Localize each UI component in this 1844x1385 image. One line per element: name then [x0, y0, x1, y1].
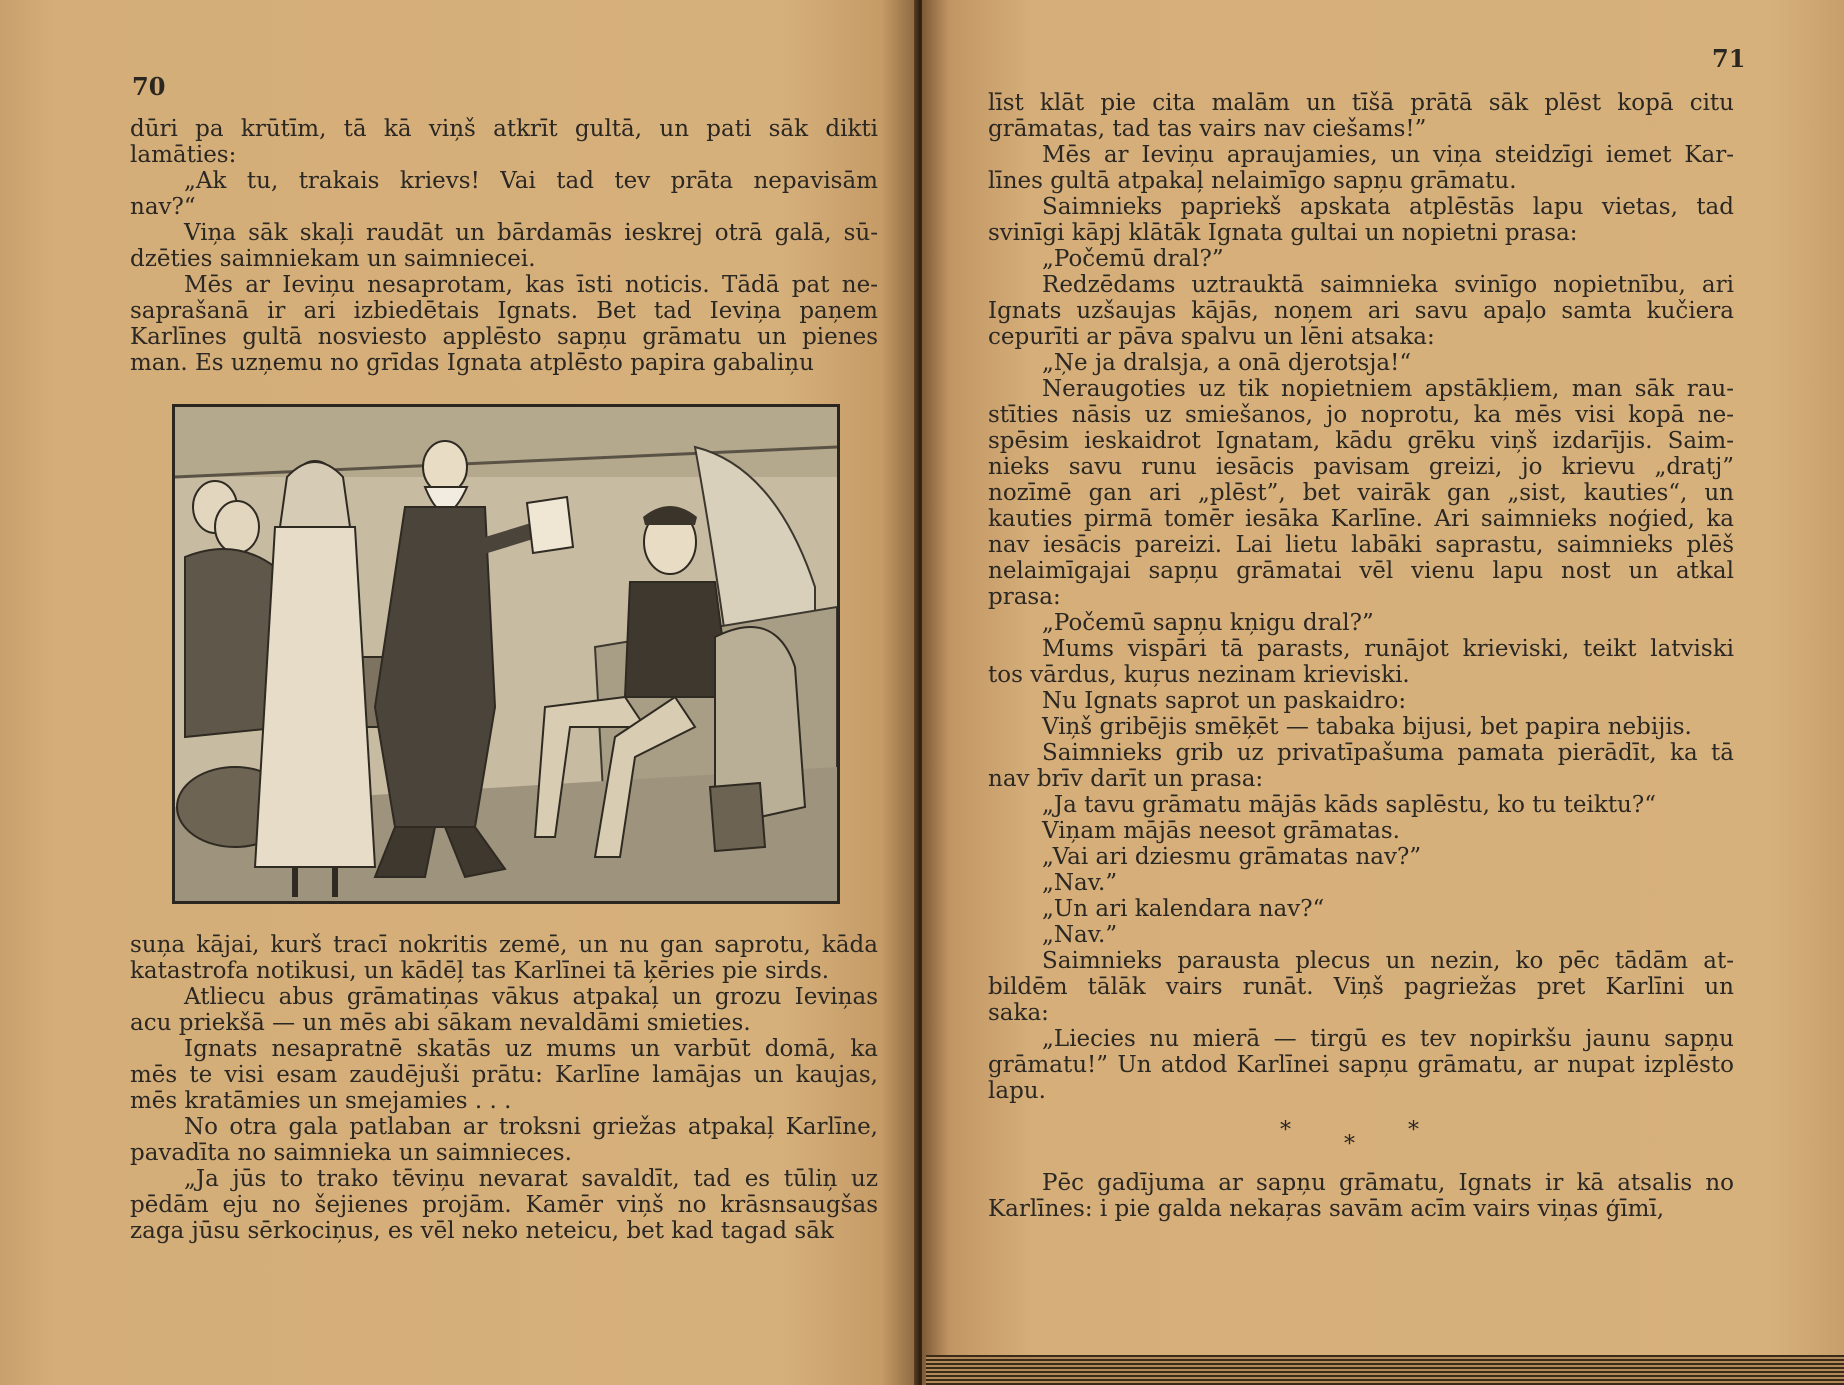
text-line: prasa: — [988, 584, 1061, 610]
left-page — [0, 0, 918, 1385]
text-line: „Liecies nu mierā — tirgū es tev nopirkšu jaunu sapņu — [1042, 1026, 1734, 1052]
text-line: līnes gultā atpakaļ nelaimīgo sapņu grāmatu. — [988, 168, 1517, 194]
illustration — [172, 404, 840, 904]
text-line: Saimnieks grib uz privatīpašuma pamata pierādīt, ka tā — [1042, 740, 1734, 766]
text-line: nav iesācis pareizi. Lai lietu labāki saprastu, saimnieks plēš — [988, 532, 1734, 558]
text-line: zaga jūsu sērkociņus, es vēl neko neteicu, bet kad tagad sāk — [130, 1218, 834, 1244]
text-line: katastrofa notikusi, un kādēļ tas Karlīnei tā ķēries pie sirds. — [130, 958, 830, 984]
text-line: grāmatas, tad tas vairs nav ciešams!” — [988, 116, 1427, 142]
text-line: Viņam mājās neesot grāmatas. — [1042, 818, 1400, 844]
text-line: dzēties saimniekam un saimniecei. — [130, 246, 536, 272]
text-line: „Počemū sapņu kņigu dral?” — [1042, 610, 1374, 636]
text-line: cepurīti ar pāva spalvu un lēni atsaka: — [988, 324, 1435, 350]
text-line: Neraugoties uz tik nopietniem apstākļiem, man sāk rau- — [1042, 376, 1734, 402]
text-line: „Ja tavu grāmatu mājās kāds saplēstu, ko tu teiktu?“ — [1042, 792, 1656, 818]
text-line: „Un ari kalendara nav?“ — [1042, 896, 1325, 922]
text-line: Atliecu abus grāmatiņas vākus atpakaļ un grozu Ieviņas — [184, 984, 878, 1010]
text-line: nieks savu runu iesācis pavisam greizi, jo krievu „dratj” — [988, 454, 1734, 480]
text-line: „Vai ari dziesmu grāmatas nav?” — [1042, 844, 1422, 870]
text-line: Viņš gribējis smēķēt — tabaka bijusi, bet papira nebijis. — [1042, 714, 1692, 740]
text-line: nav?“ — [130, 194, 196, 220]
text-line: spēsim ieskaidrot Ignatam, kādu grēku viņš izdarījis. Saim- — [988, 428, 1734, 454]
right-text — [988, 90, 1734, 1104]
text-line: nozīmē gan ari „plēst”, bet vairāk gan „sist, kauties“, un — [988, 480, 1734, 506]
text-line: bildēm tālāk vairs runāt. Viņš pagriežas pret Karlīni un — [988, 974, 1734, 1000]
section-separator — [1280, 1118, 1440, 1168]
text-line: stīties nāsis uz smiešanos, jo noprotu, ka mēs visi kopā ne- — [988, 402, 1734, 428]
left-text-bottom — [130, 932, 878, 1244]
text-line: nav brīv darīt un prasa: — [988, 766, 1264, 792]
text-line: pavadīta no saimnieka un saimnieces. — [130, 1140, 572, 1166]
text-line: Mums vispāri tā parasts, runājot krieviski, teikt latviski — [1042, 636, 1734, 662]
text-line: Saimnieks parausta plecus un nezin, ko pēc tādām at- — [1042, 948, 1734, 974]
illustration-drawing — [175, 407, 837, 901]
text-line: lapu. — [988, 1078, 1046, 1104]
text-line: Karlīnes gultā nosviesto applēsto sapņu grāmatu un pienes — [130, 324, 878, 350]
text-line: Saimnieks papriekš apskata atplēstās lapu vietas, tad — [1042, 194, 1734, 220]
text-line: Mēs ar Ieviņu apraujamies, un viņa steidzīgi iemet Kar- — [1042, 142, 1734, 168]
separator-star: * — [1344, 1132, 1355, 1157]
text-line: „Ak tu, trakais krievs! Vai tad tev prāta nepavisām — [184, 168, 878, 194]
text-line: Mēs ar Ieviņu nesaprotam, kas īsti noticis. Tādā pat ne- — [184, 272, 878, 298]
text-line: Ignats uzšaujas kājās, noņem ari savu apaļo samta kučiera — [988, 298, 1734, 324]
text-line: No otra gala patlaban ar troksni griežas atpakaļ Karlīne, — [184, 1114, 878, 1140]
text-line: „Ja jūs to trako tēviņu nevarat savaldīt, tad es tūliņ uz — [184, 1166, 878, 1192]
text-line: Nu Ignats saprot un paskaidro: — [1042, 688, 1407, 714]
separator-star: * — [1280, 1118, 1291, 1143]
right-page — [922, 0, 1844, 1385]
text-line: Ignats nesapratnē skatās uz mums un varbūt domā, ka — [184, 1036, 878, 1062]
text-line: tos vārdus, kuŗus nezinam krieviski. — [988, 662, 1410, 688]
text-line: acu priekšā — un mēs abi sākam nevaldāmi smieties. — [130, 1010, 751, 1036]
text-line: Viņa sāk skaļi raudāt un bārdamās ieskrej otrā galā, sū- — [184, 220, 878, 246]
text-line: „Počemū dral?” — [1042, 246, 1224, 272]
right-text-closing — [988, 1170, 1734, 1222]
text-line: dūri pa krūtīm, tā kā viņš atkrīt gultā, un pati sāk dikti — [130, 116, 878, 142]
left-text-top — [130, 116, 878, 376]
text-line: lamāties: — [130, 142, 237, 168]
text-line: saka: — [988, 1000, 1049, 1026]
text-line: Redzēdams uztrauktā saimnieka svinīgo nopietnību, ari — [1042, 272, 1734, 298]
separator-star: * — [1408, 1118, 1419, 1143]
page-edge — [926, 1355, 1844, 1385]
text-line: suņa kājai, kurš tracī nokritis zemē, un nu gan saprotu, kāda — [130, 932, 878, 958]
page-number-left: 70 — [132, 72, 166, 101]
text-line: saprašanā ir ari izbiedētais Ignats. Bet tad Ieviņa paņem — [130, 298, 878, 324]
text-line: Karlīnes: i pie galda nekaŗas savām acīm vairs viņas ģīmī, — [988, 1196, 1665, 1222]
page-number-right: 71 — [1712, 44, 1746, 73]
text-line: mēs kratāmies un smejamies . . . — [130, 1088, 512, 1114]
text-line: pēdām eju no šejienes projām. Kamēr viņš no krāsnsaugšas — [130, 1192, 878, 1218]
text-line: „Nav.” — [1042, 870, 1118, 896]
text-line: man. Es uzņemu no grīdas Ignata atplēsto papira gabaliņu — [130, 350, 814, 376]
text-line: svinīgi kāpj klātāk Ignata gultai un nopietni prasa: — [988, 220, 1578, 246]
text-line: nelaimīgajai sapņu grāmatai vēl vienu lapu nost un atkal — [988, 558, 1734, 584]
text-line: grāmatu!” Un atdod Karlīnei sapņu grāmatu, ar nupat izplēsto — [988, 1052, 1734, 1078]
text-line: „Ņe ja dralsja, a onā djerotsja!“ — [1042, 350, 1412, 376]
text-line: „Nav.” — [1042, 922, 1118, 948]
text-line: līst klāt pie cita malām un tīšā prātā sāk plēst kopā citu — [988, 90, 1734, 116]
text-line: Pēc gadījuma ar sapņu grāmatu, Ignats ir kā atsalis no — [1042, 1170, 1734, 1196]
text-line: kauties pirmā tomēr iesāka Karlīne. Ari saimnieks noģied, ka — [988, 506, 1734, 532]
text-line: mēs te visi esam zaudējuši prātu: Karlīne lamājas un kaujas, — [130, 1062, 878, 1088]
